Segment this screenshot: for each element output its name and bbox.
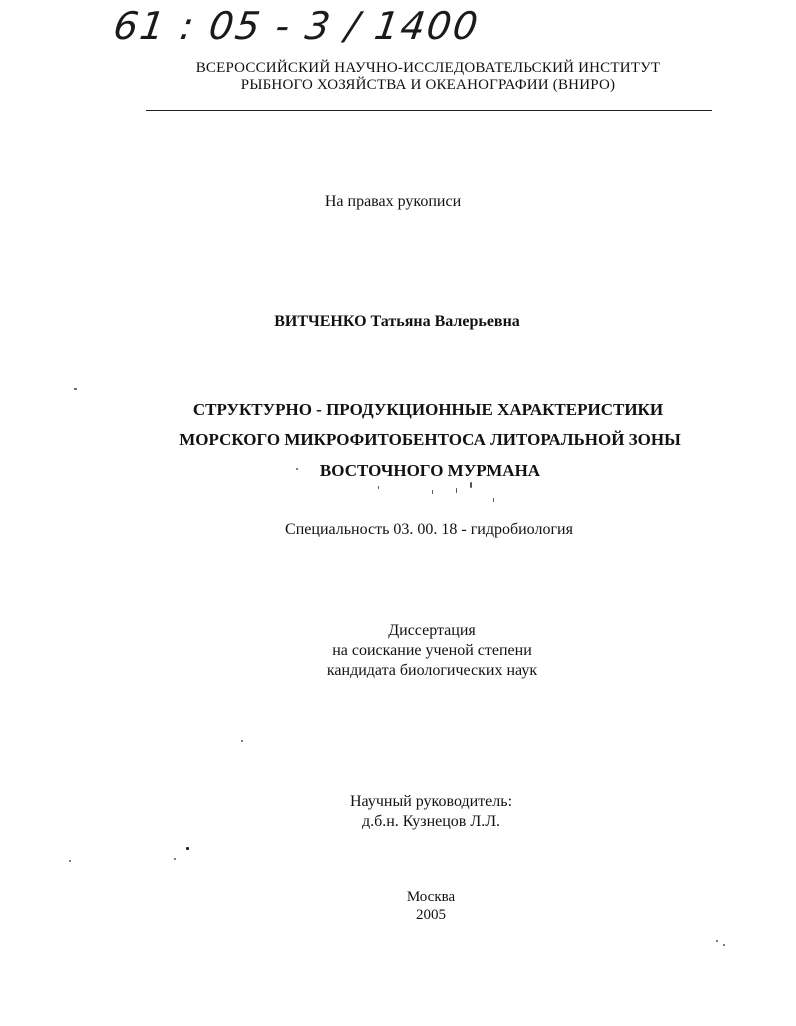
- scan-speck: [186, 847, 189, 850]
- header-divider: [146, 110, 712, 111]
- scan-speck: [470, 482, 472, 488]
- scan-speck: [716, 940, 718, 942]
- manuscript-note: На правах рукописи: [324, 193, 462, 210]
- thesis-title-line-1: СТРУКТУРНО - ПРОДУКЦИОННЫЕ ХАРАКТЕРИСТИКИ: [192, 400, 664, 419]
- scan-speck: [174, 858, 176, 860]
- institute-name-line-1: ВСЕРОССИЙСКИЙ НАУЧНО-ИССЛЕДОВАТЕЛЬСКИЙ ИНСТИТУТ: [195, 60, 661, 76]
- author-name: ВИТЧЕНКО Татьяна Валерьевна: [274, 313, 520, 330]
- advisor-name: д.б.н. Кузнецов Л.Л.: [361, 813, 501, 830]
- scan-speck: [69, 860, 71, 862]
- scan-speck: [432, 490, 433, 494]
- degree-line-2: кандидата биологических наук: [326, 662, 538, 679]
- degree-line-1: на соискание ученой степени: [332, 642, 532, 659]
- city: Москва: [406, 889, 456, 905]
- handwritten-catalog-number: 61 : 05 - 3 / 1400: [110, 4, 483, 48]
- thesis-title-line-2: МОРСКОГО МИКРОФИТОБЕНТОСА ЛИТОРАЛЬНОЙ ЗОНЫ: [179, 430, 681, 449]
- scan-speck: [493, 498, 494, 502]
- advisor-label: Научный руководитель:: [349, 793, 513, 810]
- scan-speck: [456, 488, 457, 493]
- scan-speck: [723, 944, 725, 946]
- institute-name-line-2: РЫБНОГО ХОЗЯЙСТВА И ОКЕАНОГРАФИИ (ВНИРО): [240, 77, 616, 93]
- scan-speck: [74, 388, 77, 390]
- scan-speck: [378, 486, 379, 489]
- specialty-line: Специальность 03. 00. 18 - гидробиология: [285, 521, 573, 538]
- scan-speck: [296, 468, 298, 470]
- dissertation-label: Диссертация: [388, 622, 476, 639]
- scan-speck: [241, 740, 243, 742]
- year: 2005: [416, 907, 446, 923]
- thesis-title-line-3: ВОСТОЧНОГО МУРМАНА: [319, 461, 541, 480]
